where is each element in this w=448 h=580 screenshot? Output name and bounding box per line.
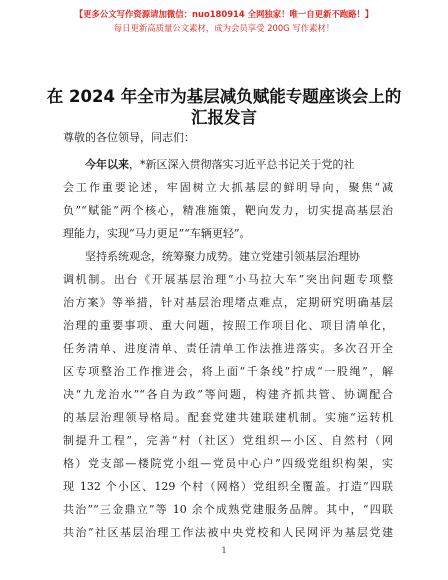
document-title <box>40 86 408 128</box>
paragraph-line: 制提升工程”，完善“村（社区）党组织—小区、自然村（网 <box>63 434 393 447</box>
paragraph-line: 的基层治理领导格局。配套党建共建联建机制。实施“运转机 <box>63 411 393 424</box>
banner-promo-line: 【更多公文写作资源请加微信：nuo180914 全网独家！唯一自更新不跑路！】 <box>74 9 374 19</box>
paragraph-system <box>63 250 393 549</box>
paragraph-line: 共治”社区基层治理工作法被中央党校和人民网评为基层党建 <box>63 526 393 539</box>
title-line-1: 在 2024 年全市为基层减负赋能专题座谈会上的 <box>46 87 402 106</box>
banner-subline: 每日更新高质量公文素材，成为会员享受 200G 写作素材！ <box>113 23 335 33</box>
paragraph-line: 决“九龙治水”“各自为政”等问题，构建齐抓共管、协调配合 <box>63 388 393 401</box>
paragraph-line: 会工作重要论述，牢固树立大抓基层的鲜明导向，聚焦“减 <box>63 181 393 194</box>
paragraph-line: 治方案》等举措，针对基层治理堵点难点，定期研究明确基层 <box>63 296 393 309</box>
paragraph-line: 调机制。出台《开展基层治理“小马拉大车”突出问题专项整 <box>63 273 393 286</box>
paragraph-line: 负”“赋能”两个核心，精准施策，靶向发力，切实提高基层治 <box>63 204 393 217</box>
paragraph-lead: 今年以来 <box>85 158 129 171</box>
paragraph-line: 区专项整治工作推进会，将上面“千条线”拧成“一股绳”，解 <box>63 365 393 378</box>
page-number: 1 <box>221 546 227 555</box>
header-banner <box>0 8 448 34</box>
paragraph-intro <box>63 158 393 250</box>
paragraph-line: 共治”“三金鼎立”等 10 余个成熟党建服务品牌。其中，“四联 <box>63 503 393 516</box>
paragraph-line: 格）党支部—楼院党小组—党员中心户”四级党组织构架，实 <box>63 457 393 470</box>
paragraph-line: 现 132 个小区、129 个村（网格）党组织全覆盖。打造“四联 <box>63 480 393 493</box>
paragraph-line: 任务清单、进度清单、责任清单工作法推进落实。多次召开全 <box>63 342 393 355</box>
paragraph-line: 治理的重要事项、重大问题，按照工作项目化、项目清单化， <box>63 319 393 332</box>
title-line-2: 汇报发言 <box>191 108 257 127</box>
paragraph-line: 理能力，实现“马力更足”“车辆更轻”。 <box>63 227 251 240</box>
paragraph-line: 坚持系统观念，统筹聚力成势。建立党建引领基层治理协 <box>85 250 360 263</box>
paragraph-line-rest: ，*新区深入贯彻落实习近平总书记关于党的社 <box>129 158 355 171</box>
paragraph-line <box>63 158 393 181</box>
salutation: 尊敬的各位领导，同志们： <box>63 131 195 144</box>
